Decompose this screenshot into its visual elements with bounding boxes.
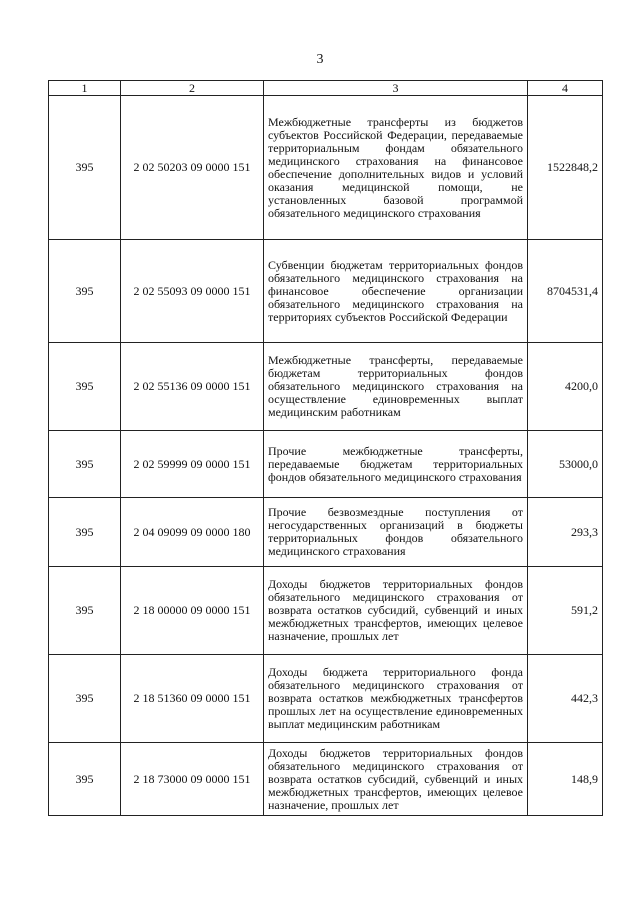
budget-code-cell: 2 18 00000 09 0000 151 [121, 567, 264, 655]
admin-code-cell: 395 [49, 96, 121, 240]
description-cell: Прочие безвозмездные поступления от негосударственных организаций в бюджеты территориальных фондов обязательного медицинского страхования [264, 498, 528, 567]
column-header-1: 1 [49, 81, 121, 96]
admin-code-cell: 395 [49, 240, 121, 343]
column-header-2: 2 [121, 81, 264, 96]
amount-cell: 4200,0 [528, 343, 603, 431]
admin-code-cell: 395 [49, 655, 121, 743]
admin-code-cell: 395 [49, 343, 121, 431]
description-cell: Доходы бюджетов территориальных фондов обязательного медицинского страхования от возврата остатков субсидий, субвенций и иных межбюджетных трансфертов, имеющих целевое назначение, прошлых лет [264, 743, 528, 816]
description-cell: Субвенции бюджетам территориальных фондов обязательного медицинского страхования на финансовое обеспечение организации обязательного медицинского страхования на территориях субъектов Российской Федерации [264, 240, 528, 343]
page-number: 3 [316, 52, 324, 67]
budget-code-cell: 2 04 09099 09 0000 180 [121, 498, 264, 567]
budget-code-cell: 2 02 59999 09 0000 151 [121, 431, 264, 498]
description-cell: Прочие межбюджетные трансферты, передаваемые бюджетам территориальных фондов обязательного медицинского страхования [264, 431, 528, 498]
amount-cell: 442,3 [528, 655, 603, 743]
amount-cell: 148,9 [528, 743, 603, 816]
budget-code-cell: 2 18 73000 09 0000 151 [121, 743, 264, 816]
amount-cell: 8704531,4 [528, 240, 603, 343]
description-cell: Межбюджетные трансферты, передаваемые бюджетам территориальных фондов обязательного медицинского страхования на осуществление единовременных выплат медицинским работникам [264, 343, 528, 431]
revenue-table [48, 80, 603, 816]
table-row [49, 431, 603, 498]
amount-cell: 293,3 [528, 498, 603, 567]
budget-code-cell: 2 02 50203 09 0000 151 [121, 96, 264, 240]
table-row [49, 743, 603, 816]
table-row [49, 498, 603, 567]
description-cell: Доходы бюджета территориального фонда обязательного медицинского страхования от возврата остатков межбюджетных трансфертов прошлых лет на осуществление единовременных выплат медицинским работникам [264, 655, 528, 743]
description-cell: Доходы бюджетов территориальных фондов обязательного медицинского страхования от возврата остатков субсидий, субвенций и иных межбюджетных трансфертов, имеющих целевое назначение, прошлых лет [264, 567, 528, 655]
amount-cell: 591,2 [528, 567, 603, 655]
budget-code-cell: 2 02 55093 09 0000 151 [121, 240, 264, 343]
table-row [49, 343, 603, 431]
admin-code-cell: 395 [49, 431, 121, 498]
admin-code-cell: 395 [49, 567, 121, 655]
table-row [49, 96, 603, 240]
table-row [49, 240, 603, 343]
admin-code-cell: 395 [49, 498, 121, 567]
budget-code-cell: 2 18 51360 09 0000 151 [121, 655, 264, 743]
description-cell: Межбюджетные трансферты из бюджетов субъектов Российской Федерации, передаваемые территориальным фондам обязательного медицинского страхования на финансовое обеспечение дополнительных видов и условий оказания медицинской помощи, не установленных базовой программой обязательного медицинского страхования [264, 96, 528, 240]
table-row [49, 567, 603, 655]
column-header-3: 3 [264, 81, 528, 96]
column-header-4: 4 [528, 81, 603, 96]
table-header-row [49, 81, 603, 96]
amount-cell: 1522848,2 [528, 96, 603, 240]
budget-code-cell: 2 02 55136 09 0000 151 [121, 343, 264, 431]
table-row [49, 655, 603, 743]
admin-code-cell: 395 [49, 743, 121, 816]
amount-cell: 53000,0 [528, 431, 603, 498]
